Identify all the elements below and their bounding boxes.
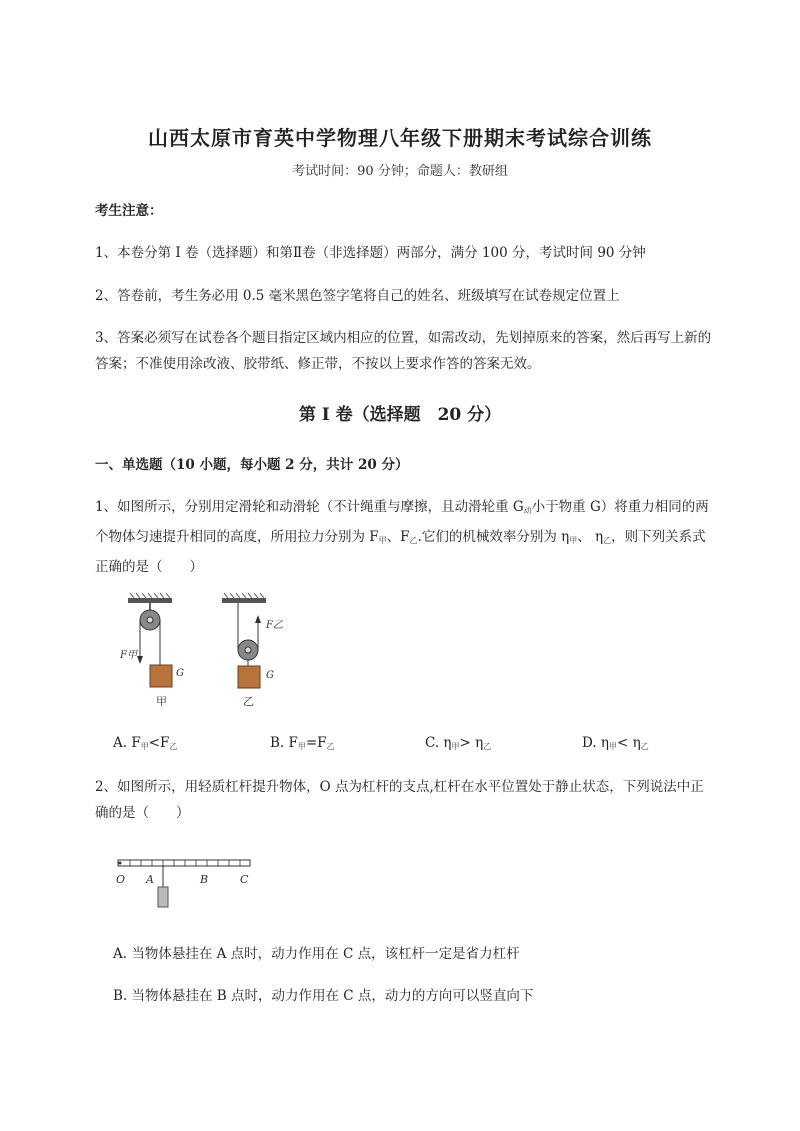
lever-figure (110, 850, 270, 915)
label-f-jia: F甲 (120, 650, 137, 661)
q1-option-a[interactable]: A. $F_甲<F_乙$ (113, 735, 178, 751)
label-f-yi: F乙 (266, 620, 283, 631)
page-title: 山西太原市育英中学物理八年级下册期末考试综合训练 (148, 126, 652, 150)
fixed-pulley-diagram (119, 593, 184, 708)
lever-label-a: A (146, 873, 154, 886)
q1-option-b[interactable]: B. $F_甲=F_乙$ (270, 735, 335, 751)
question-2-text: 2、如图所示，用轻质杠杆提升物体，O 点为杠杆的支点,杠杆在水平位置处于静止状态，下列说法中正确的是（ ） (95, 779, 704, 821)
caption-yi: 乙 (243, 695, 254, 708)
notice-item-1: 1、本卷分第 I 卷（选择题）和第Ⅱ卷（非选择题）两部分，满分 100 分，考试时间 90 分钟 (95, 245, 646, 261)
lever-label-c: C (240, 873, 249, 886)
movable-pulley-diagram (222, 593, 283, 708)
pulley-figure (110, 590, 300, 720)
question-1-text: 1、如图所示，分别用定滑轮和动滑轮（不计绳重与摩擦，且动滑轮重 $G_动$小于物重 G）将重力相同的两个物体匀速提升相同的高度，所用拉力分别为 $F_甲$、$F_乙$.它们的机械效率分别为 $\eta_甲$、 $\eta_乙$，则下列关系式正确的是（ ） (95, 499, 709, 575)
part-heading: 一、单选题（10 小题，每小题 2 分，共计 20 分） (95, 457, 409, 473)
notice-item-3: 3、答案必须写在试卷各个题目指定区域内相应的位置，如需改动，先划掉原来的答案，然后再写上新的答案；不准使用涂改液、胶带纸、修正带，不按以上要求作答的答案无效。 (95, 330, 712, 372)
q2-option-b[interactable]: B. 当物体悬挂在 B 点时，动力作用在 C 点，动力的方向可以竖直向下 (113, 988, 534, 1004)
lever-label-b: B (200, 873, 209, 886)
q1-option-d[interactable]: D. $\eta_甲< \eta_乙$ (582, 735, 649, 751)
label-g-2: G (266, 670, 274, 681)
caption-jia: 甲 (156, 695, 167, 708)
label-g-1: G (176, 668, 184, 679)
q1-option-c[interactable]: C. $\eta_甲> \eta_乙$ (425, 735, 492, 751)
notice-item-2: 2、答卷前，考生务必用 0.5 毫米黑色签字笔将自己的姓名、班级填写在试卷规定位置上 (95, 288, 620, 304)
q2-option-a[interactable]: A. 当物体悬挂在 A 点时，动力作用在 C 点，该杠杆一定是省力杠杆 (113, 946, 520, 962)
notice-heading: 考生注意： (95, 203, 163, 219)
section-title: 第 I 卷（选择题 20 分） (298, 405, 502, 425)
page-subtitle: 考试时间：90 分钟；命题人：教研组 (292, 164, 508, 179)
lever-label-o: O (116, 873, 126, 886)
